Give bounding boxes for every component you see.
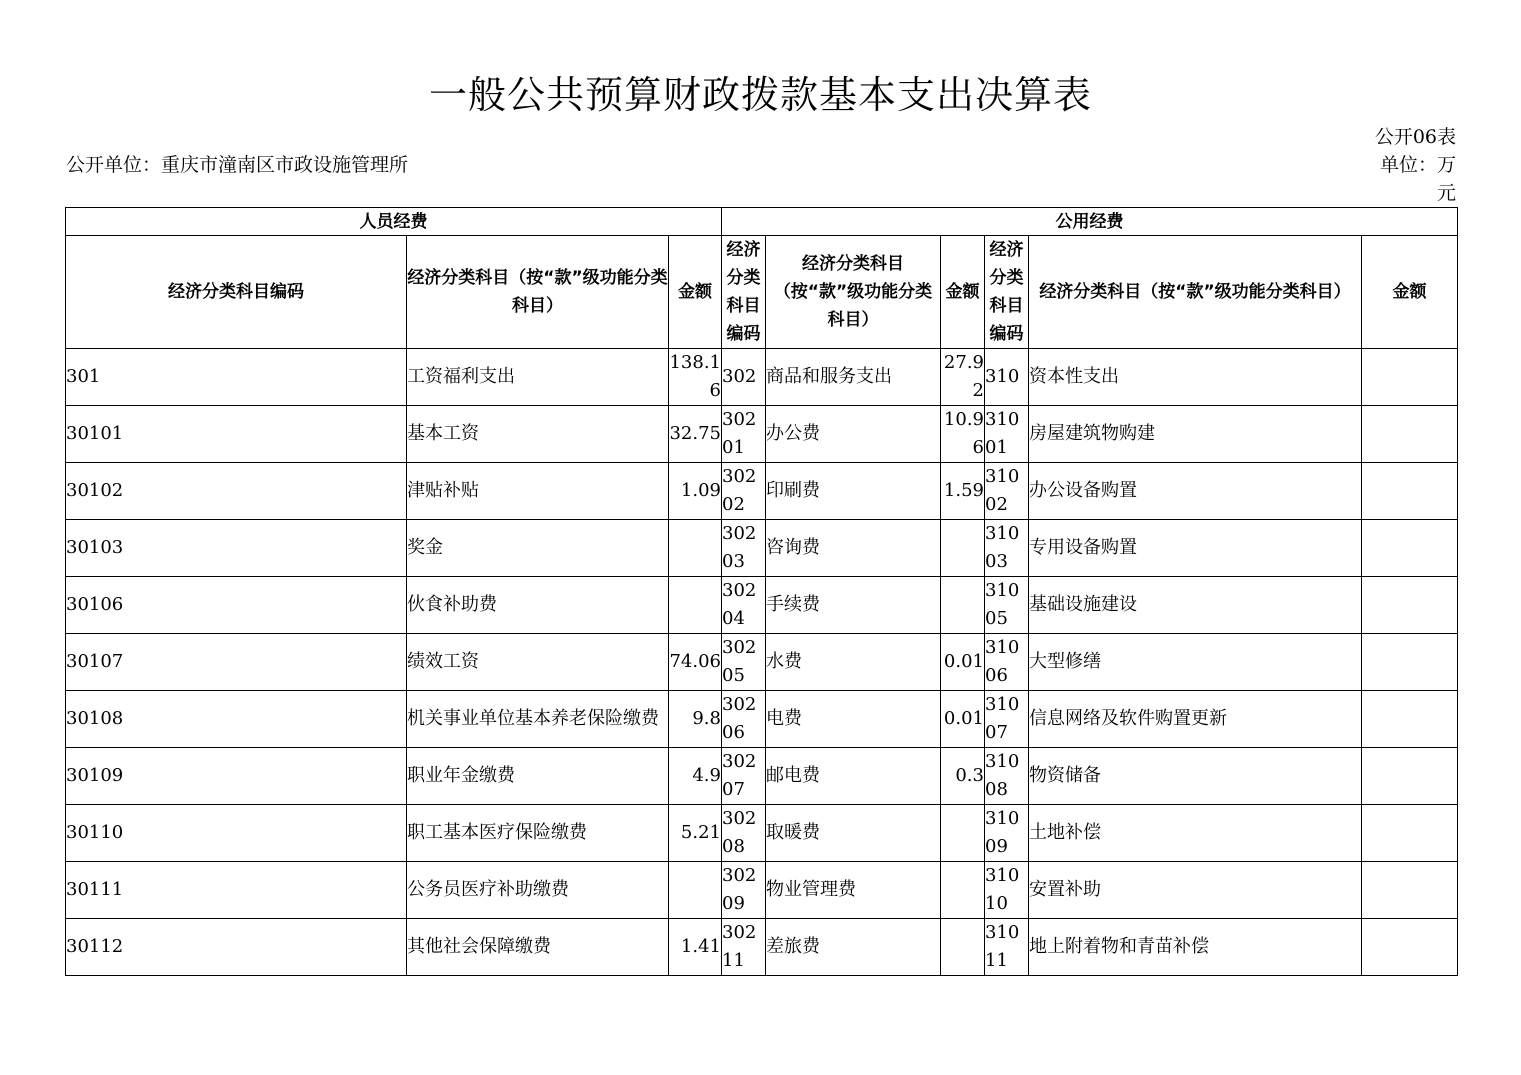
capital-name-cell: 土地补偿 xyxy=(1029,805,1362,862)
table-row xyxy=(66,748,1458,805)
goods-code-cell: 30204 xyxy=(722,577,766,634)
personnel-amount-cell: 32.75 xyxy=(669,406,722,463)
goods-name-cell: 物业管理费 xyxy=(766,862,941,919)
table-row xyxy=(66,862,1458,919)
goods-name-cell: 办公费 xyxy=(766,406,941,463)
capital-code-cell: 31006 xyxy=(985,634,1029,691)
capital-name-cell: 房屋建筑物购建 xyxy=(1029,406,1362,463)
goods-name-cell: 咨询费 xyxy=(766,520,941,577)
goods-code-cell: 30208 xyxy=(722,805,766,862)
personnel-amount-cell: 1.41 xyxy=(669,919,722,976)
personnel-amount-cell xyxy=(669,520,722,577)
personnel-name-cell: 津贴补贴 xyxy=(407,463,669,520)
capital-code-cell: 31003 xyxy=(985,520,1029,577)
goods-code-cell: 30203 xyxy=(722,520,766,577)
table-row xyxy=(66,463,1458,520)
column-header-row xyxy=(66,236,1458,349)
page-title: 一般公共预算财政拨款基本支出决算表 xyxy=(428,73,1092,117)
header-g-name: 经济分类科目（按“款”级功能分类科目） xyxy=(766,236,941,349)
goods-code-cell: 30209 xyxy=(722,862,766,919)
header-g-code: 经济分类科目编码 xyxy=(722,236,766,349)
capital-amount-cell xyxy=(1362,577,1458,634)
personnel-amount-cell: 4.9 xyxy=(669,748,722,805)
header-p-code: 经济分类科目编码 xyxy=(66,236,407,349)
goods-amount-cell: 0.3 xyxy=(941,748,985,805)
goods-name-cell: 取暖费 xyxy=(766,805,941,862)
capital-amount-cell xyxy=(1362,463,1458,520)
budget-table xyxy=(65,207,1458,976)
personnel-amount-cell xyxy=(669,862,722,919)
personnel-amount-cell: 1.09 xyxy=(669,463,722,520)
goods-name-cell: 电费 xyxy=(766,691,941,748)
table-row xyxy=(66,634,1458,691)
capital-code-cell: 31002 xyxy=(985,463,1029,520)
goods-amount-cell xyxy=(941,577,985,634)
personnel-code-cell: 30111 xyxy=(66,862,407,919)
personnel-code-cell: 30106 xyxy=(66,577,407,634)
table-row xyxy=(66,577,1458,634)
capital-name-cell: 地上附着物和青苗补偿 xyxy=(1029,919,1362,976)
goods-amount-cell xyxy=(941,862,985,919)
personnel-name-cell: 机关事业单位基本养老保险缴费 xyxy=(407,691,669,748)
personnel-code-cell: 301 xyxy=(66,349,407,406)
header-c-name: 经济分类科目（按“款”级功能分类科目） xyxy=(1029,236,1362,349)
personnel-amount-cell: 5.21 xyxy=(669,805,722,862)
table-row xyxy=(66,919,1458,976)
personnel-amount-cell: 74.06 xyxy=(669,634,722,691)
form-number: 公开06表 xyxy=(1374,126,1456,148)
goods-amount-cell: 10.96 xyxy=(941,406,985,463)
capital-code-cell: 31010 xyxy=(985,862,1029,919)
personnel-code-cell: 30107 xyxy=(66,634,407,691)
personnel-name-cell: 工资福利支出 xyxy=(407,349,669,406)
capital-code-cell: 310 xyxy=(985,349,1029,406)
capital-amount-cell xyxy=(1362,691,1458,748)
capital-name-cell: 大型修缮 xyxy=(1029,634,1362,691)
capital-code-cell: 31008 xyxy=(985,748,1029,805)
goods-name-cell: 手续费 xyxy=(766,577,941,634)
goods-code-cell: 30211 xyxy=(722,919,766,976)
capital-amount-cell xyxy=(1362,919,1458,976)
capital-code-cell: 31011 xyxy=(985,919,1029,976)
personnel-code-cell: 30101 xyxy=(66,406,407,463)
capital-name-cell: 专用设备购置 xyxy=(1029,520,1362,577)
personnel-code-cell: 30108 xyxy=(66,691,407,748)
personnel-code-cell: 30103 xyxy=(66,520,407,577)
header-p-amount: 金额 xyxy=(669,236,722,349)
capital-name-cell: 基础设施建设 xyxy=(1029,577,1362,634)
capital-name-cell: 资本性支出 xyxy=(1029,349,1362,406)
capital-amount-cell xyxy=(1362,520,1458,577)
personnel-amount-cell: 138.16 xyxy=(669,349,722,406)
goods-amount-cell xyxy=(941,520,985,577)
goods-code-cell: 30205 xyxy=(722,634,766,691)
capital-name-cell: 信息网络及软件购置更新 xyxy=(1029,691,1362,748)
goods-code-cell: 30207 xyxy=(722,748,766,805)
capital-amount-cell xyxy=(1362,748,1458,805)
header-c-amount: 金额 xyxy=(1362,236,1458,349)
personnel-name-cell: 职工基本医疗保险缴费 xyxy=(407,805,669,862)
personnel-code-cell: 30102 xyxy=(66,463,407,520)
personnel-amount-cell xyxy=(669,577,722,634)
capital-code-cell: 31005 xyxy=(985,577,1029,634)
goods-code-cell: 30201 xyxy=(722,406,766,463)
capital-name-cell: 办公设备购置 xyxy=(1029,463,1362,520)
goods-name-cell: 邮电费 xyxy=(766,748,941,805)
reporting-unit: 公开单位：重庆市潼南区市政设施管理所 xyxy=(66,154,409,176)
personnel-code-cell: 30112 xyxy=(66,919,407,976)
personnel-name-cell: 其他社会保障缴费 xyxy=(407,919,669,976)
personnel-amount-cell: 9.8 xyxy=(669,691,722,748)
header-g-amount: 金额 xyxy=(941,236,985,349)
capital-amount-cell xyxy=(1362,349,1458,406)
capital-name-cell: 物资储备 xyxy=(1029,748,1362,805)
goods-name-cell: 差旅费 xyxy=(766,919,941,976)
personnel-name-cell: 奖金 xyxy=(407,520,669,577)
goods-amount-cell xyxy=(941,919,985,976)
goods-name-cell: 水费 xyxy=(766,634,941,691)
personnel-code-cell: 30110 xyxy=(66,805,407,862)
goods-code-cell: 30202 xyxy=(722,463,766,520)
personnel-name-cell: 绩效工资 xyxy=(407,634,669,691)
capital-amount-cell xyxy=(1362,805,1458,862)
personnel-name-cell: 基本工资 xyxy=(407,406,669,463)
goods-amount-cell: 27.92 xyxy=(941,349,985,406)
capital-code-cell: 31007 xyxy=(985,691,1029,748)
capital-code-cell: 31009 xyxy=(985,805,1029,862)
table-row xyxy=(66,520,1458,577)
table-row xyxy=(66,406,1458,463)
goods-amount-cell: 0.01 xyxy=(941,634,985,691)
goods-amount-cell xyxy=(941,805,985,862)
goods-code-cell: 302 xyxy=(722,349,766,406)
capital-amount-cell xyxy=(1362,634,1458,691)
capital-name-cell: 安置补助 xyxy=(1029,862,1362,919)
goods-amount-cell: 0.01 xyxy=(941,691,985,748)
personnel-name-cell: 伙食补助费 xyxy=(407,577,669,634)
header-c-code: 经济分类科目编码 xyxy=(985,236,1029,349)
goods-amount-cell: 1.59 xyxy=(941,463,985,520)
capital-code-cell: 31001 xyxy=(985,406,1029,463)
group-header-row xyxy=(66,208,1458,236)
header-p-name: 经济分类科目（按“款”级功能分类科目） xyxy=(407,236,669,349)
capital-amount-cell xyxy=(1362,862,1458,919)
currency-unit: 单位：万元 xyxy=(1379,154,1456,204)
capital-amount-cell xyxy=(1362,406,1458,463)
personnel-name-cell: 公务员医疗补助缴费 xyxy=(407,862,669,919)
goods-code-cell: 30206 xyxy=(722,691,766,748)
personnel-code-cell: 30109 xyxy=(66,748,407,805)
table-row xyxy=(66,805,1458,862)
table-row xyxy=(66,691,1458,748)
goods-name-cell: 印刷费 xyxy=(766,463,941,520)
personnel-name-cell: 职业年金缴费 xyxy=(407,748,669,805)
group-public: 公用经费 xyxy=(722,208,1458,236)
table-row xyxy=(66,349,1458,406)
group-personnel: 人员经费 xyxy=(66,208,722,236)
goods-name-cell: 商品和服务支出 xyxy=(766,349,941,406)
